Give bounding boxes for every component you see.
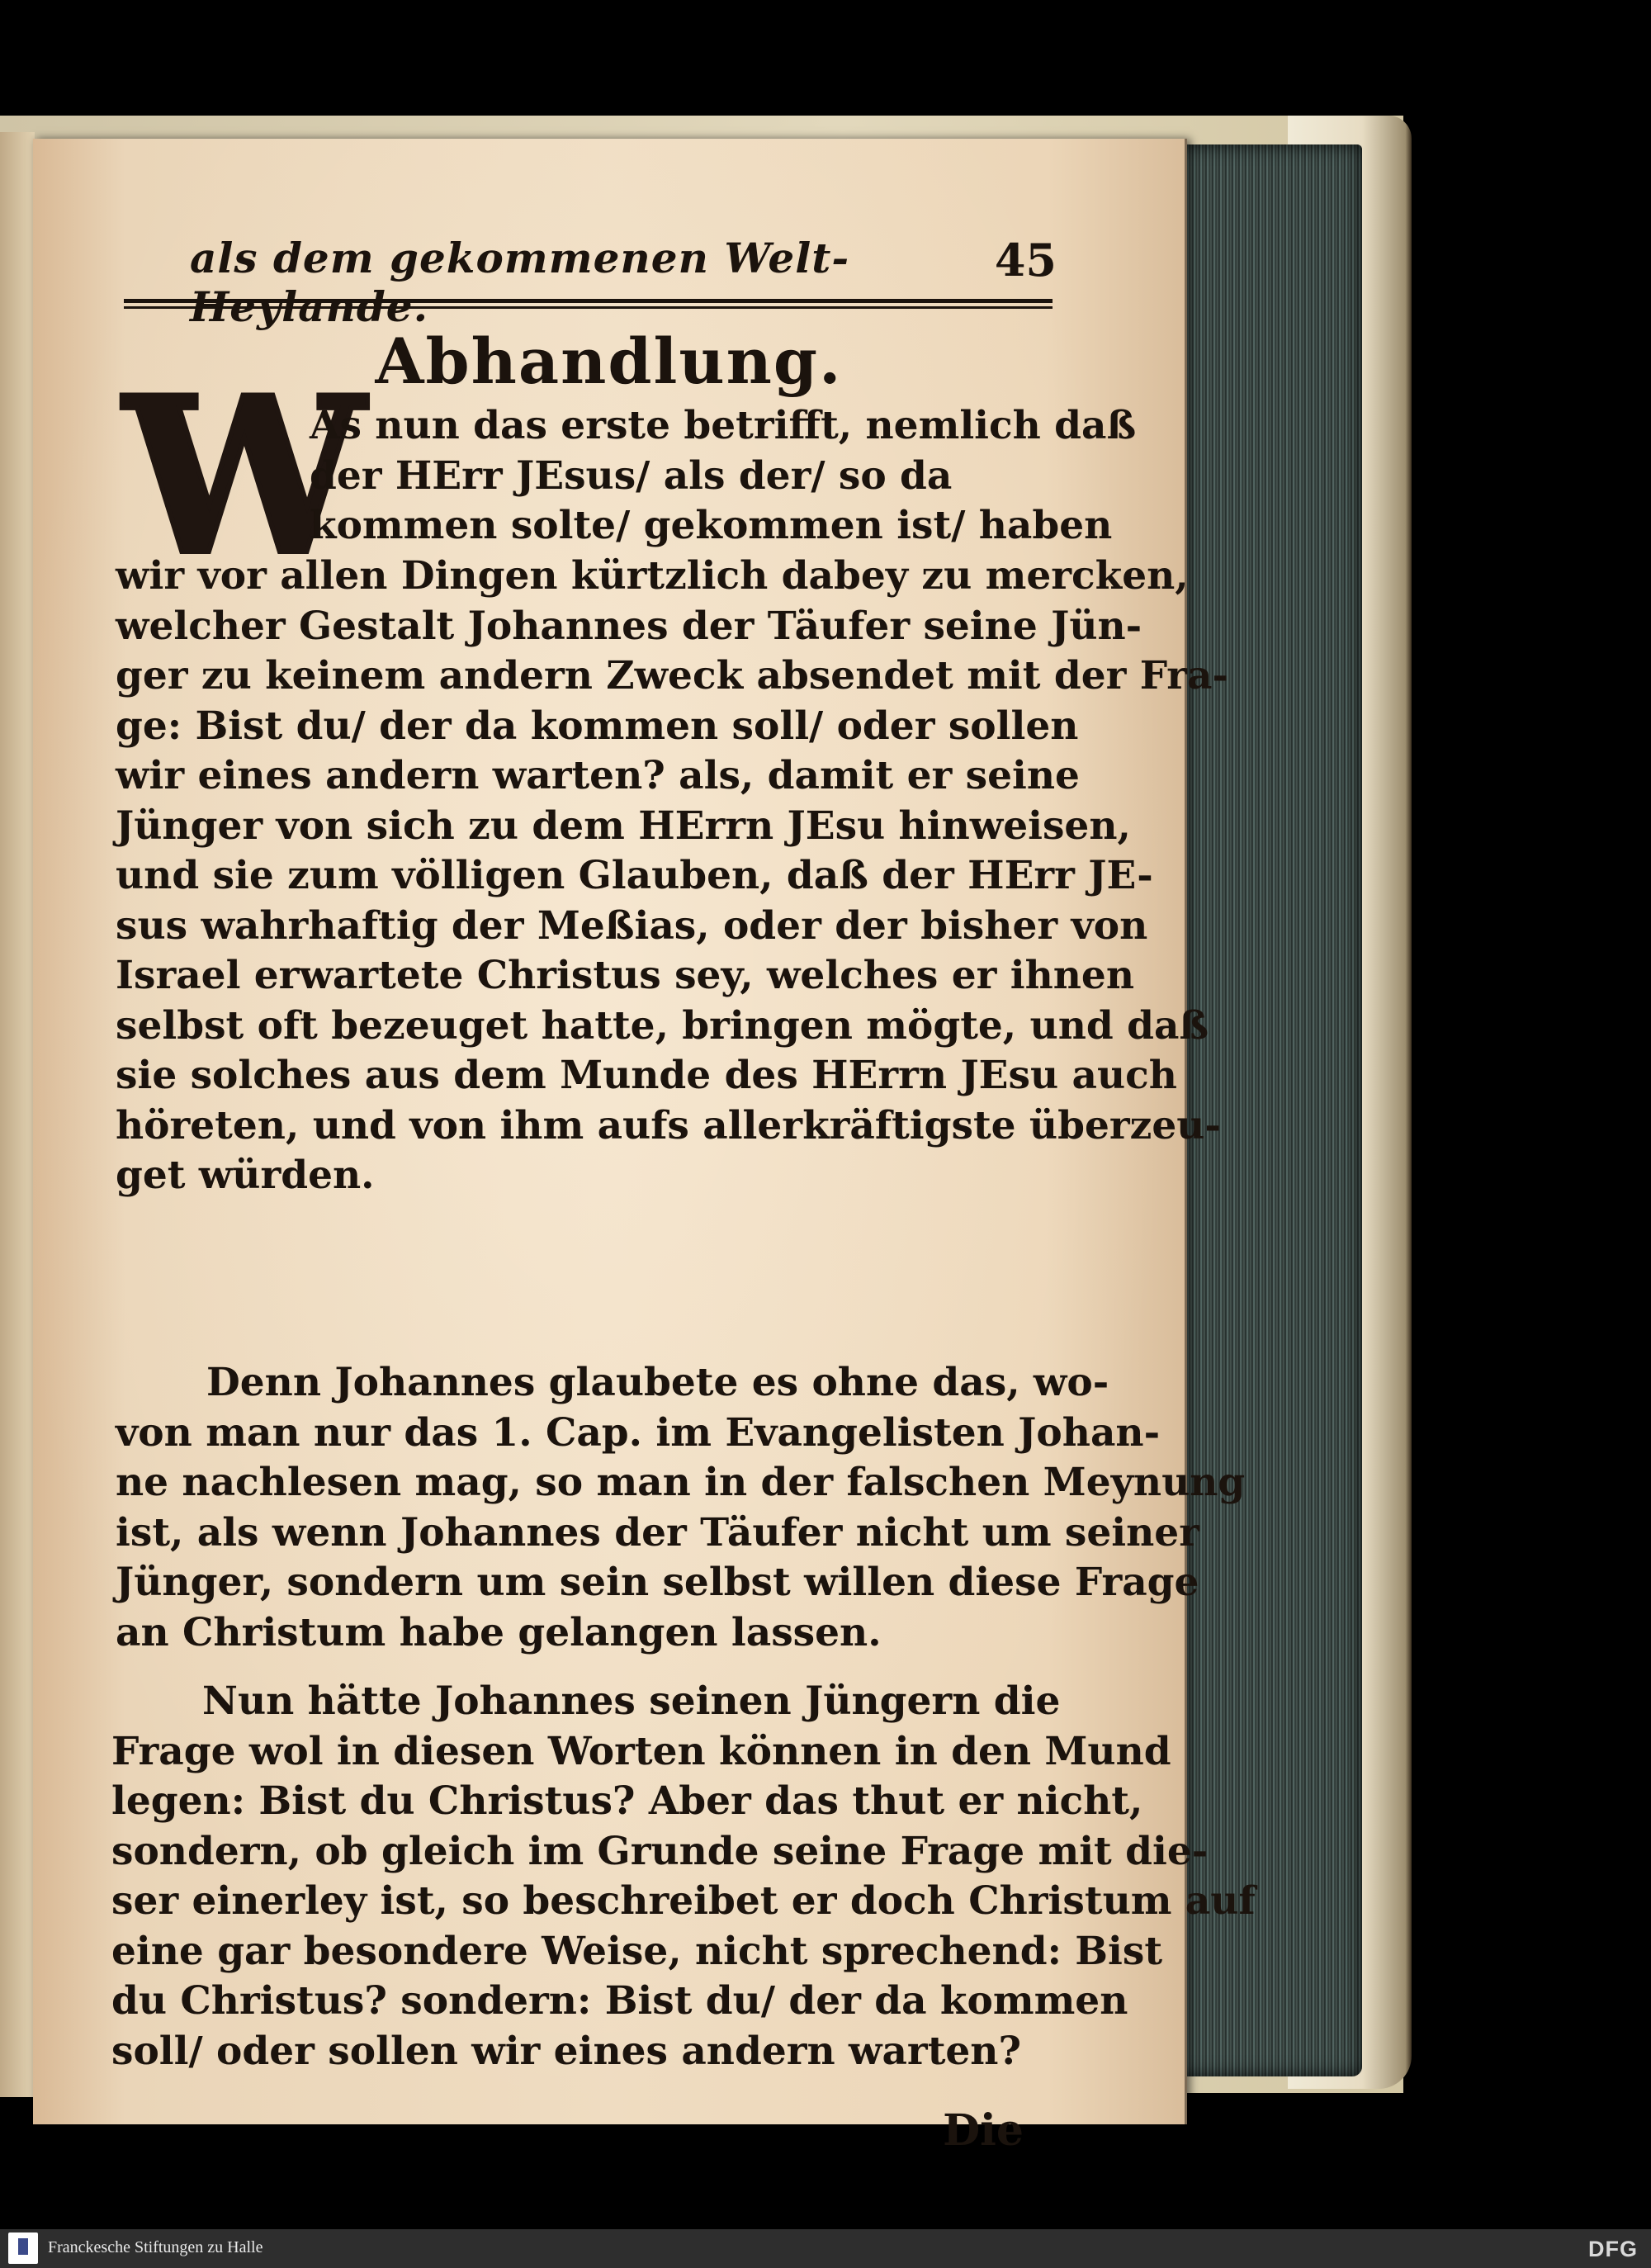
text-line: ge: Bist du/ der da kommen soll/ oder sollen [116, 703, 1079, 749]
text-line: soll/ oder sollen wir eines andern warten? [111, 2028, 1022, 2074]
text-line: höreten, und von ihm aufs allerkräftigste überzeu- [116, 1102, 1221, 1148]
paragraph-1-body [116, 552, 1228, 1201]
text-line: an Christum habe gelangen lassen. [116, 1609, 882, 1655]
text-line: und sie zum völligen Glauben, daß der HErr JE- [116, 853, 1153, 898]
text-line: legen: Bist du Christus? Aber das thut er nicht, [111, 1778, 1143, 1824]
text-line: du Christus? sondern: Bist du/ der da kommen [111, 1978, 1128, 2024]
text-line: welcher Gestalt Johannes der Täufer seine Jün- [116, 603, 1142, 649]
running-title: als dem gekommenen Welt-Heylande. [190, 234, 850, 331]
institution-name: Franckesche Stiftungen zu Halle [48, 2238, 263, 2256]
text-line: selbst oft bezeuget hatte, bringen mögte, und daß [116, 1002, 1209, 1049]
page-number: 45 [994, 234, 1057, 286]
dfg-logo: DFG [1588, 2237, 1638, 2261]
text-line: wir eines andern warten? als, damit er seine [116, 753, 1080, 798]
text-line: As nun das erste betrifft, nemlich daß [310, 403, 1137, 448]
text-line: sus wahrhaftig der Meßias, oder der bisher von [116, 902, 1148, 949]
text-line: von man nur das 1. Cap. im Evangelisten Johan- [116, 1409, 1161, 1456]
text-line: ser einerley ist, so beschreibet er doch Christum auf [111, 1878, 1256, 1924]
text-line: Jünger, sondern um sein selbst willen diese Frage [116, 1560, 1199, 1605]
text-line: ne nachlesen mag, so man in der falschen Meynung [116, 1460, 1246, 1505]
decorative-initial: W [124, 351, 365, 603]
book-page [33, 139, 1256, 2156]
header-rule [124, 299, 1053, 309]
catchword: Die [943, 2105, 1024, 2156]
text-line: ist, als wenn Johannes der Täufer nicht um seiner [116, 1509, 1199, 1555]
text-line: Israel erwartete Christus sey, welches er ihnen [116, 953, 1135, 998]
left-page-edge [0, 132, 35, 2097]
text-line: kommen solte/ gekommen ist/ haben [310, 503, 1113, 548]
text-line: sie solches aus dem Munde des HErrn JEsu auch [116, 1053, 1177, 1098]
section-heading: Abhandlung. [375, 324, 843, 398]
institution-logo-icon[interactable] [8, 2232, 38, 2264]
text-line: eine gar besondere Weise, nicht sprechend: Bist [111, 1928, 1163, 1974]
running-head [190, 234, 1057, 331]
text-line: wir vor allen Dingen kürtzlich dabey zu mercken, [116, 553, 1189, 599]
text-line: Denn Johannes glaubete es ohne das, wo- [206, 1360, 1109, 1405]
text-line: ger zu keinem andern Zweck absendet mit der Fra- [116, 653, 1229, 698]
footer-bar [0, 2229, 1651, 2268]
text-line: Nun hätte Johannes seinen Jüngern die [202, 1679, 1061, 1724]
text-line: sondern, ob gleich im Grunde seine Frage mit die- [111, 1828, 1209, 1874]
text-line: get würden. [116, 1153, 375, 1198]
text-line: Jünger von sich zu dem HErrn JEsu hinweisen, [116, 803, 1131, 849]
paragraph-3 [111, 1677, 1256, 2076]
paragraph-1-head [310, 401, 1136, 552]
text-line: der HErr JEsus/ als der/ so da [310, 452, 953, 499]
text-line: Frage wol in diesen Worten können in den Mund [111, 1728, 1171, 1774]
paragraph-2 [116, 1358, 1245, 1658]
